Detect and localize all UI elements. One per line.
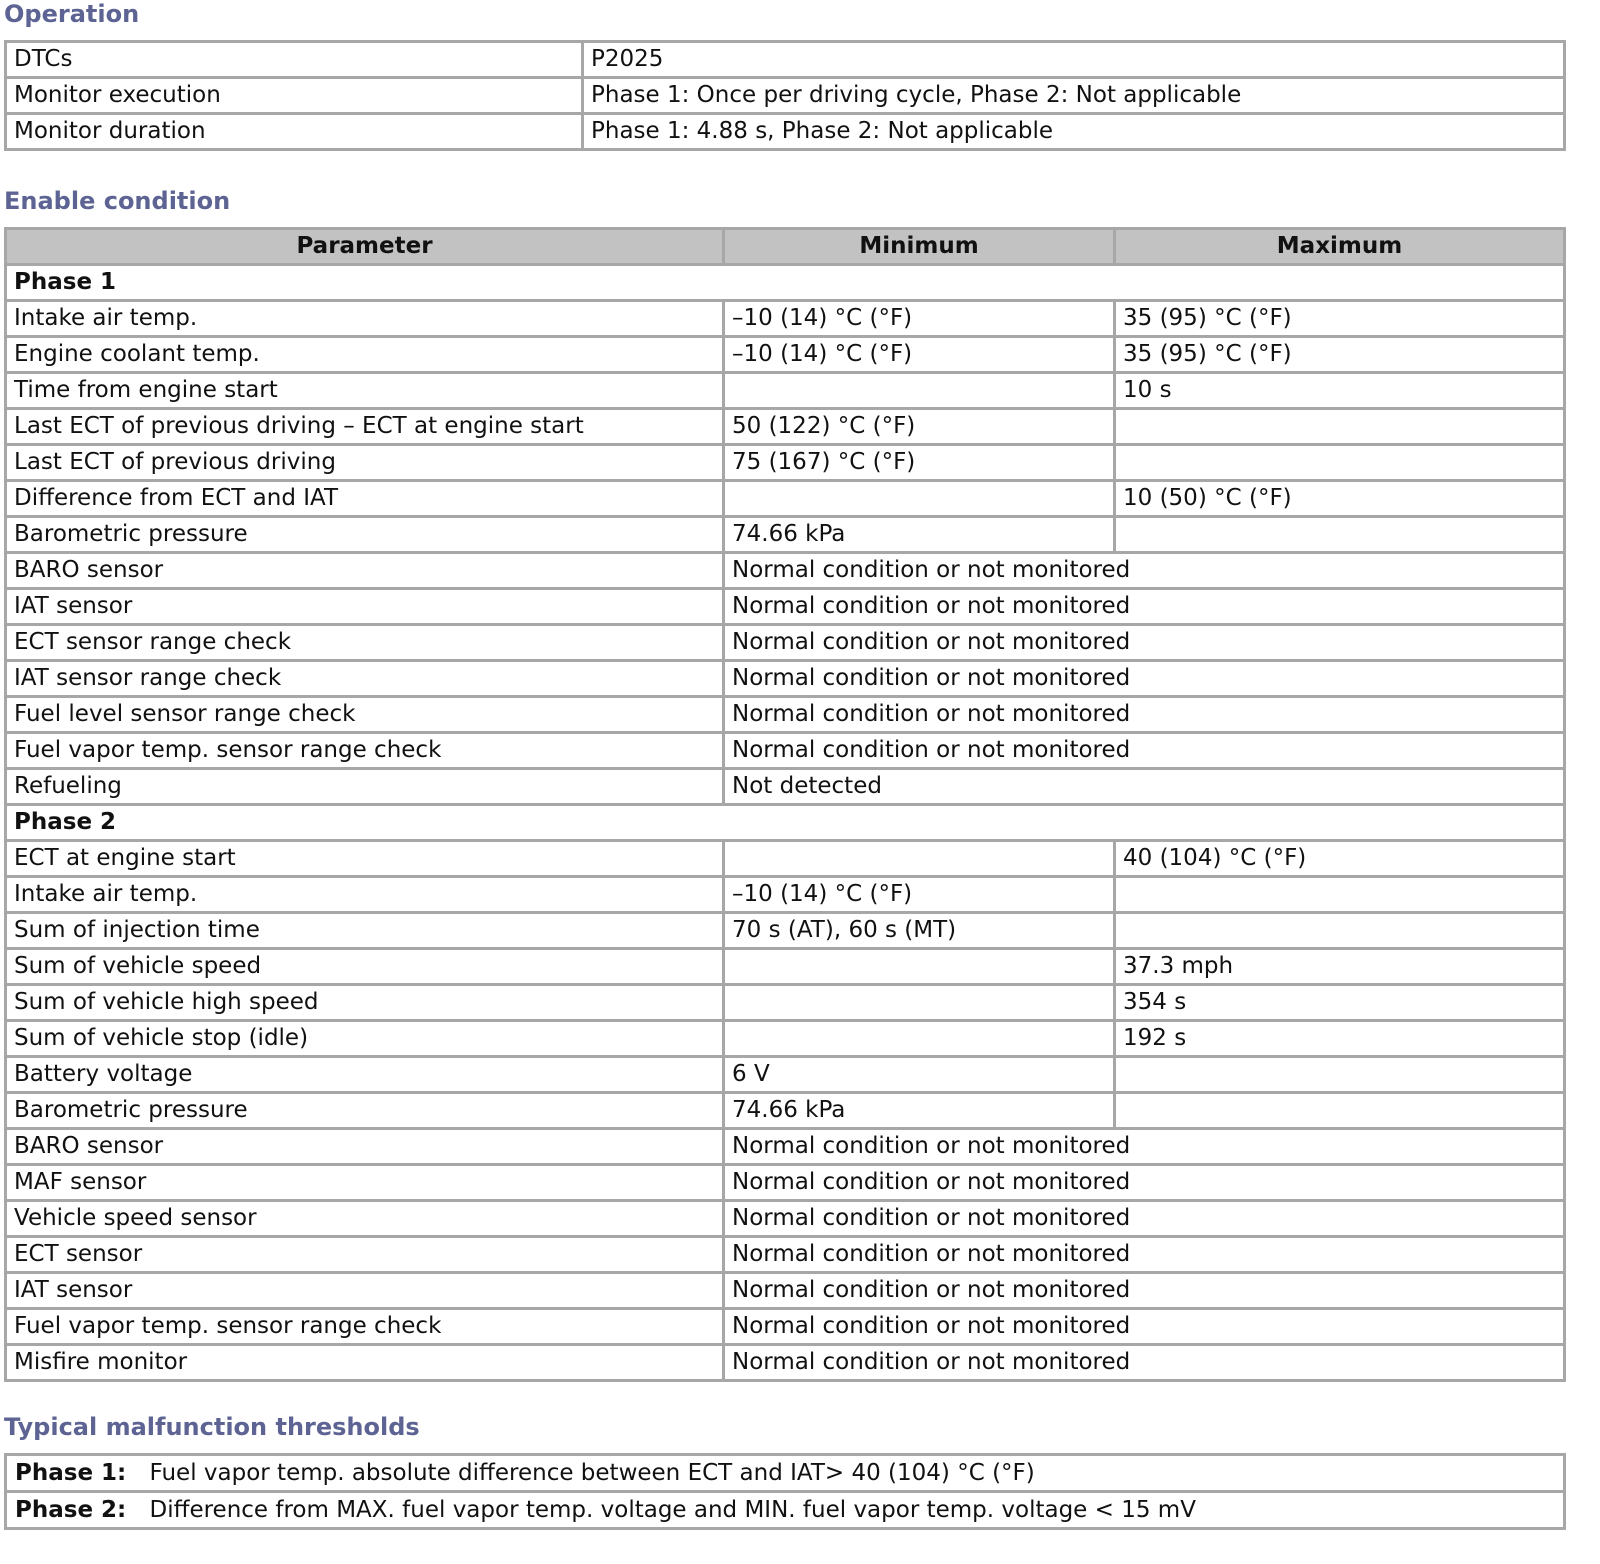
- table-row: [6, 78, 1565, 114]
- parameter-cell: ECT at engine start: [6, 841, 724, 877]
- table-row: [6, 517, 1565, 553]
- parameter-cell: IAT sensor: [6, 1273, 724, 1309]
- column-header-minimum: Minimum: [724, 229, 1115, 265]
- maximum-cell: 10 s: [1115, 373, 1565, 409]
- status-cell: Normal condition or not monitored: [724, 553, 1565, 589]
- table-row: [6, 697, 1565, 733]
- table-row: [6, 625, 1565, 661]
- maximum-cell: 35 (95) °C (°F): [1115, 301, 1565, 337]
- enable-condition-table: [4, 227, 1566, 1382]
- parameter-cell: Fuel vapor temp. sensor range check: [6, 1309, 724, 1345]
- table-row: [6, 841, 1565, 877]
- minimum-cell: –10 (14) °C (°F): [724, 337, 1115, 373]
- parameter-cell: Last ECT of previous driving – ECT at engine start: [6, 409, 724, 445]
- phase-row: [6, 805, 1565, 841]
- maximum-cell: 192 s: [1115, 1021, 1565, 1057]
- status-cell: Normal condition or not monitored: [724, 733, 1565, 769]
- table-row: [6, 409, 1565, 445]
- parameter-cell: Fuel vapor temp. sensor range check: [6, 733, 724, 769]
- table-row: [6, 445, 1565, 481]
- table-row: [6, 589, 1565, 625]
- threshold-text: Difference from MAX. fuel vapor temp. voltage and MIN. fuel vapor temp. voltage < 15 mV: [142, 1492, 1565, 1529]
- status-cell: Normal condition or not monitored: [724, 1273, 1565, 1309]
- parameter-cell: Barometric pressure: [6, 517, 724, 553]
- column-header-maximum: Maximum: [1115, 229, 1565, 265]
- threshold-phase-label: Phase 1:: [15, 1460, 127, 1486]
- table-row: [6, 1309, 1565, 1345]
- parameter-cell: Last ECT of previous driving: [6, 445, 724, 481]
- table-row: [6, 1492, 1565, 1529]
- maximum-cell: 10 (50) °C (°F): [1115, 481, 1565, 517]
- parameter-cell: Battery voltage: [6, 1057, 724, 1093]
- table-row: [6, 1021, 1565, 1057]
- phase-2-title: Phase 2: [6, 805, 1565, 841]
- maximum-cell: 35 (95) °C (°F): [1115, 337, 1565, 373]
- parameter-cell: ECT sensor range check: [6, 625, 724, 661]
- minimum-cell: [724, 373, 1115, 409]
- parameter-cell: IAT sensor: [6, 589, 724, 625]
- maximum-cell: [1115, 409, 1565, 445]
- operation-table: [4, 40, 1566, 151]
- parameter-cell: Refueling: [6, 769, 724, 805]
- table-row: [6, 1237, 1565, 1273]
- table-row: [6, 1201, 1565, 1237]
- status-cell: Not detected: [724, 769, 1565, 805]
- parameter-cell: BARO sensor: [6, 553, 724, 589]
- table-row: [6, 661, 1565, 697]
- table-row: [6, 1129, 1565, 1165]
- phase-1-title: Phase 1: [6, 265, 1565, 301]
- status-cell: Normal condition or not monitored: [724, 1237, 1565, 1273]
- parameter-cell: Misfire monitor: [6, 1345, 724, 1381]
- minimum-cell: [724, 949, 1115, 985]
- maximum-cell: 37.3 mph: [1115, 949, 1565, 985]
- table-row: [6, 769, 1565, 805]
- minimum-cell: [724, 985, 1115, 1021]
- table-row: [6, 949, 1565, 985]
- thresholds-table: [4, 1453, 1566, 1530]
- column-header-parameter: Parameter: [6, 229, 724, 265]
- maximum-cell: [1115, 517, 1565, 553]
- parameter-cell: Fuel level sensor range check: [6, 697, 724, 733]
- minimum-cell: –10 (14) °C (°F): [724, 877, 1115, 913]
- operation-label: Monitor execution: [6, 78, 583, 114]
- thresholds-heading: Typical malfunction thresholds: [4, 1413, 420, 1441]
- minimum-cell: [724, 481, 1115, 517]
- status-cell: Normal condition or not monitored: [724, 589, 1565, 625]
- parameter-cell: Time from engine start: [6, 373, 724, 409]
- table-row: [6, 913, 1565, 949]
- parameter-cell: Sum of vehicle stop (idle): [6, 1021, 724, 1057]
- maximum-cell: [1115, 1057, 1565, 1093]
- parameter-cell: Intake air temp.: [6, 301, 724, 337]
- threshold-phase-label: Phase 2:: [6, 1492, 142, 1529]
- parameter-cell: MAF sensor: [6, 1165, 724, 1201]
- parameter-cell: BARO sensor: [6, 1129, 724, 1165]
- status-cell: Normal condition or not monitored: [724, 1129, 1565, 1165]
- status-cell: Normal condition or not monitored: [724, 1201, 1565, 1237]
- table-row: [6, 1273, 1565, 1309]
- table-row: [6, 114, 1565, 150]
- maximum-cell: 354 s: [1115, 985, 1565, 1021]
- operation-value: Phase 1: 4.88 s, Phase 2: Not applicable: [583, 114, 1565, 150]
- minimum-cell: 75 (167) °C (°F): [724, 445, 1115, 481]
- operation-value: P2025: [583, 42, 1565, 78]
- parameter-cell: Barometric pressure: [6, 1093, 724, 1129]
- table-row: [6, 985, 1565, 1021]
- minimum-cell: [724, 1021, 1115, 1057]
- maximum-cell: [1115, 1093, 1565, 1129]
- table-row: [6, 1165, 1565, 1201]
- parameter-cell: ECT sensor: [6, 1237, 724, 1273]
- status-cell: Normal condition or not monitored: [724, 1345, 1565, 1381]
- table-row: [6, 1057, 1565, 1093]
- table-row: [6, 42, 1565, 78]
- operation-label: Monitor duration: [6, 114, 583, 150]
- status-cell: Normal condition or not monitored: [724, 661, 1565, 697]
- maximum-cell: 40 (104) °C (°F): [1115, 841, 1565, 877]
- status-cell: Normal condition or not monitored: [724, 697, 1565, 733]
- enable-condition-heading: Enable condition: [4, 187, 231, 215]
- table-row: [6, 553, 1565, 589]
- table-row: [6, 337, 1565, 373]
- parameter-cell: Sum of vehicle speed: [6, 949, 724, 985]
- parameter-cell: Sum of injection time: [6, 913, 724, 949]
- maximum-cell: [1115, 445, 1565, 481]
- operation-label: DTCs: [6, 42, 583, 78]
- minimum-cell: 74.66 kPa: [724, 1093, 1115, 1129]
- parameter-cell: Vehicle speed sensor: [6, 1201, 724, 1237]
- minimum-cell: [724, 841, 1115, 877]
- status-cell: Normal condition or not monitored: [724, 1309, 1565, 1345]
- maximum-cell: [1115, 877, 1565, 913]
- parameter-cell: Engine coolant temp.: [6, 337, 724, 373]
- table-row: [6, 481, 1565, 517]
- table-header-row: [6, 229, 1565, 265]
- table-row: [6, 733, 1565, 769]
- maximum-cell: [1115, 913, 1565, 949]
- operation-heading: Operation: [4, 0, 140, 28]
- status-cell: Normal condition or not monitored: [724, 1165, 1565, 1201]
- minimum-cell: 70 s (AT), 60 s (MT): [724, 913, 1115, 949]
- parameter-cell: Intake air temp.: [6, 877, 724, 913]
- parameter-cell: Sum of vehicle high speed: [6, 985, 724, 1021]
- parameter-cell: Difference from ECT and IAT: [6, 481, 724, 517]
- status-cell: Normal condition or not monitored: [724, 625, 1565, 661]
- phase-row: [6, 265, 1565, 301]
- table-row: [6, 1455, 1565, 1492]
- minimum-cell: –10 (14) °C (°F): [724, 301, 1115, 337]
- table-row: [6, 1345, 1565, 1381]
- table-row: [6, 1093, 1565, 1129]
- minimum-cell: 6 V: [724, 1057, 1115, 1093]
- table-row: [6, 877, 1565, 913]
- table-row: [6, 373, 1565, 409]
- parameter-cell: IAT sensor range check: [6, 661, 724, 697]
- threshold-text: Fuel vapor temp. absolute difference between ECT and IAT> 40 (104) °C (°F): [149, 1460, 1035, 1486]
- operation-value: Phase 1: Once per driving cycle, Phase 2: Not applicable: [583, 78, 1565, 114]
- minimum-cell: 50 (122) °C (°F): [724, 409, 1115, 445]
- table-row: [6, 301, 1565, 337]
- minimum-cell: 74.66 kPa: [724, 517, 1115, 553]
